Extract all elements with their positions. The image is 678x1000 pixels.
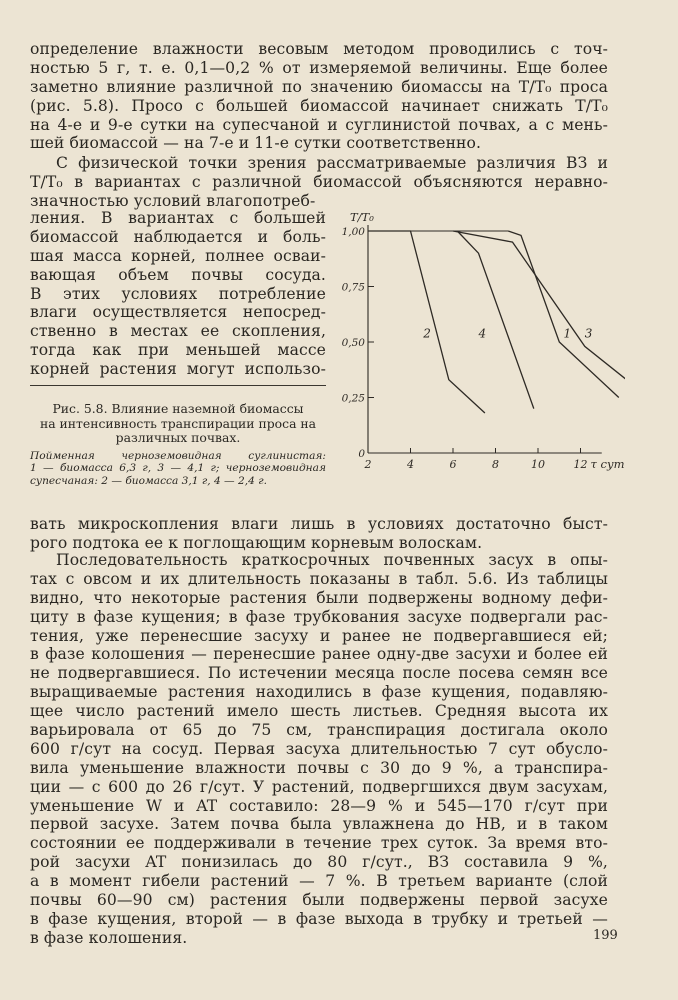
series-label-3: 3 bbox=[584, 326, 593, 341]
paragraph-physical-narrow bbox=[30, 209, 326, 379]
figure-divider bbox=[30, 385, 326, 386]
text-line: вающая объем почвы сосуда. bbox=[30, 265, 326, 284]
text-line: вать микроскопления влаги лишь в условиях достаточно быст- bbox=[30, 515, 608, 533]
text-line: видно, что некоторые растения были подвержены водному дефи- bbox=[30, 588, 608, 607]
text-line: уменьшение W и AT составило: 28—9 % и 545—170 г/сут при bbox=[30, 796, 608, 815]
legend-line: Пойменная черноземовидная суглинистая: bbox=[30, 450, 326, 462]
paragraph-drought bbox=[30, 551, 608, 948]
caption-line: на интенсивность транспирации проса на bbox=[39, 415, 317, 431]
text-line: циту в фазе кущения; в фазе трубкования засухе подвергали рас- bbox=[30, 607, 608, 626]
x-tick-label: 2 bbox=[364, 458, 372, 471]
text-line: (рис. 5.8). Просо с большей биомассой начинает снижать T/T₀ bbox=[30, 96, 608, 115]
y-tick-label: 0,25 bbox=[341, 392, 365, 405]
text-line: вила уменьшение влажности почвы с 30 до 9 %, а транспира- bbox=[30, 758, 608, 777]
text-line: варьировала от 65 до 75 см, транспирация достигала около bbox=[30, 721, 608, 740]
legend-line: супесчаная: 2 — биомасса 3,1 г, 4 — 2,4 г. bbox=[30, 474, 267, 487]
text-line: ции — с 600 до 26 г/сут. У растений, подвергшихся двум засухам, bbox=[30, 777, 608, 796]
text-line: не подвергавшиеся. По истечении месяца после посева семян все bbox=[30, 664, 608, 683]
text-line: биомассой наблюдается и боль- bbox=[30, 227, 326, 246]
x-axis-label: τ сут bbox=[590, 457, 625, 471]
x-tick-label: 6 bbox=[449, 458, 457, 471]
text-line: выращиваемые растения находились в фазе кущения, подавляю- bbox=[30, 683, 608, 702]
text-line: в фазе кущения, второй — в фазе выхода в трубку и третьей — bbox=[30, 909, 608, 928]
text-line: а в момент гибели растений — 7 %. В третьем варианте (слой bbox=[30, 872, 608, 891]
figure-legend bbox=[30, 450, 326, 487]
y-tick-label: 0,50 bbox=[341, 337, 365, 349]
series-label-4: 4 bbox=[478, 326, 487, 341]
text-line: почвы 60—90 см) растения были подвержены первой засухе bbox=[30, 891, 608, 910]
series-line-2 bbox=[368, 231, 485, 413]
series-line-4 bbox=[457, 231, 534, 409]
x-tick-label: 4 bbox=[407, 458, 414, 471]
series-label-1: 1 bbox=[563, 326, 572, 341]
text-line: влаги осуществляется непосред- bbox=[30, 303, 326, 322]
caption-line: Рис. 5.8. Влияние наземной биомассы bbox=[52, 401, 304, 416]
text-line: первой засухе. Затем почва была увлажнена до НВ, и в таком bbox=[30, 815, 608, 834]
caption-line: различных почвах. bbox=[115, 430, 241, 446]
text-line: Последовательность краткосрочных почвенных засух в опы- bbox=[56, 551, 608, 569]
text-line: ностью 5 г, т. е. 0,1—0,2 % от измеряемой величины. Еще более bbox=[30, 58, 608, 77]
text-line: определение влажности весовым методом проводились с точ- bbox=[30, 40, 608, 58]
x-tick-label: 8 bbox=[492, 458, 499, 471]
series-label-2: 2 bbox=[423, 326, 431, 341]
page-number: 199 bbox=[593, 928, 618, 943]
paragraph-top bbox=[30, 40, 608, 153]
text-line: С физической точки зрения рассматриваемые различия ВЗ и bbox=[56, 154, 608, 172]
paragraph-physical-full bbox=[30, 154, 608, 211]
series-line-1 bbox=[508, 231, 619, 398]
text-line: состоянии ее поддерживали в течение трех суток. За время вто- bbox=[30, 834, 608, 853]
text-line: В этих условиях потребление bbox=[30, 284, 326, 303]
text-line: рого подтока ее к поглощающим корневым волоскам. bbox=[30, 533, 483, 552]
text-line: T/T₀ в вариантах с различной биомассой объясняются неравно- bbox=[30, 172, 608, 191]
transpiration-chart bbox=[335, 205, 625, 490]
figure-caption bbox=[30, 402, 326, 446]
text-line: шая масса корней, полнее осваи- bbox=[30, 246, 326, 265]
text-line: ления. В вариантах с большей bbox=[30, 209, 326, 227]
text-line: тах с овсом и их длительность показаны в табл. 5.6. Из таблицы bbox=[30, 569, 608, 588]
text-line: щее число растений имело шесть листьев. Средняя высота их bbox=[30, 702, 608, 721]
paragraph-continuation bbox=[30, 515, 608, 553]
text-line: тогда как при меньшей массе bbox=[30, 341, 326, 360]
y-tick-label: 0 bbox=[358, 448, 365, 460]
text-line: значностью условий влагопотреб- bbox=[30, 191, 316, 210]
text-line: 600 г/сут на сосуд. Первая засуха длительностью 7 сут обусло- bbox=[30, 739, 608, 758]
x-tick-label: 10 bbox=[531, 458, 545, 471]
y-axis-label: T/T₀ bbox=[350, 210, 374, 224]
text-line: рой засухи AT понизилась до 80 г/сут., ВЗ составила 9 %, bbox=[30, 853, 608, 872]
y-tick-label: 1,00 bbox=[341, 226, 365, 238]
legend-line: 1 — биомасса 6,3 г, 3 — 4,1 г; черноземовидная bbox=[30, 462, 326, 475]
y-tick-label: 0,75 bbox=[341, 281, 365, 294]
text-line: на 4-е и 9-е сутки на супесчаной и суглинистой почвах, а с мень- bbox=[30, 115, 608, 134]
text-line: заметно влияние различной по значению биомассы на T/T₀ проса bbox=[30, 77, 608, 96]
text-line: ственно в местах ее скопления, bbox=[30, 322, 326, 341]
text-line: тения, уже перенесшие засуху и ранее не подвергавшиеся ей; bbox=[30, 626, 608, 645]
text-line: в фазе колошения. bbox=[30, 928, 188, 947]
x-tick-label: 12 bbox=[573, 458, 588, 471]
text-line: шей биомассой — на 7-е и 11-е сутки соответственно. bbox=[30, 134, 482, 153]
text-line: в фазе колошения — перенесшие ранее одну-две засухи и более ей bbox=[30, 645, 608, 664]
text-line: корней растения могут использо- bbox=[30, 360, 326, 379]
